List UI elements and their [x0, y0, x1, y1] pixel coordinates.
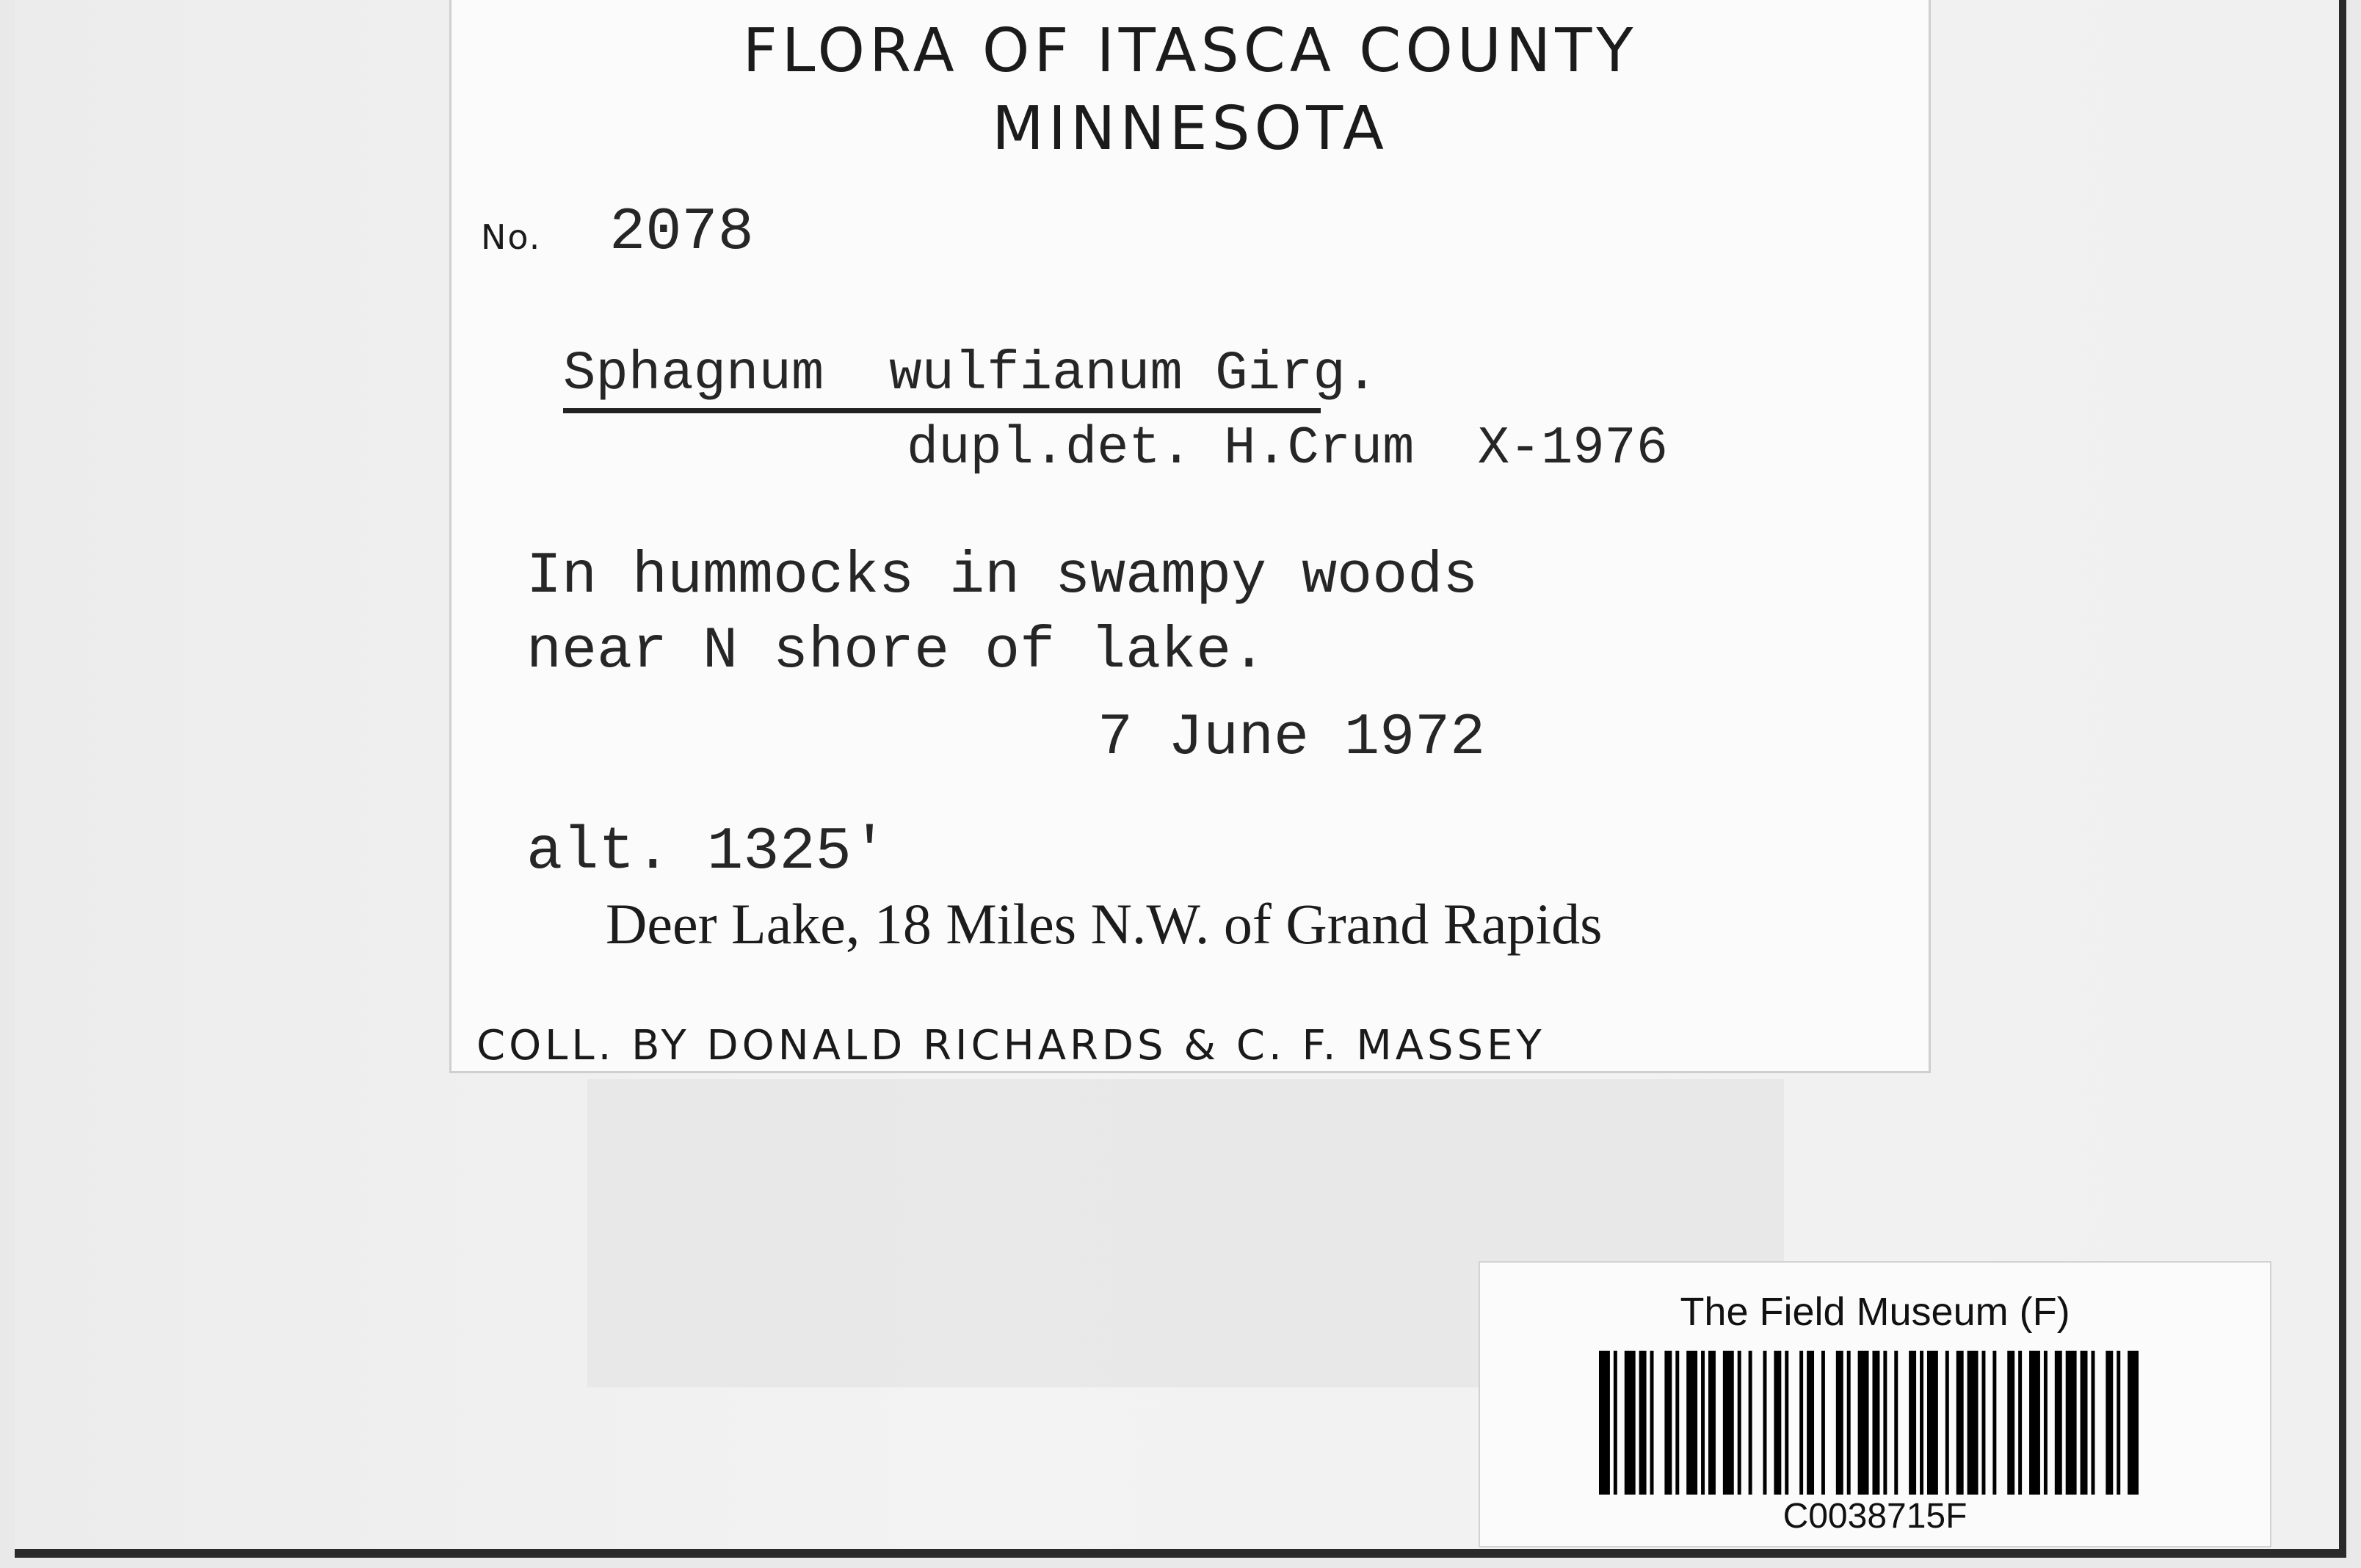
barcode-label: [1479, 1261, 2271, 1547]
barcode-bar-43: [2128, 1351, 2139, 1495]
habitat-line-2: near N shore of lake.: [526, 618, 1267, 685]
barcode-bar-9: [1708, 1351, 1716, 1495]
barcode-bar-3: [1639, 1351, 1647, 1495]
barcode-bar-15: [1785, 1351, 1788, 1495]
barcode-bar-31: [1981, 1351, 1985, 1495]
locality: Deer Lake, 18 Miles N.W. of Grand Rapids: [606, 892, 1603, 956]
barcode-bar-29: [1956, 1351, 1964, 1495]
barcode-bar-10: [1723, 1351, 1734, 1495]
barcode-bar-26: [1920, 1351, 1923, 1495]
barcode-bar-13: [1763, 1351, 1766, 1495]
number-prefix: No.: [481, 217, 542, 257]
barcode-bar-42: [2117, 1351, 2120, 1495]
barcode-bar-34: [2018, 1351, 2022, 1495]
collectors: COLL. BY DONALD RICHARDS & C. F. MASSEY: [476, 1022, 1545, 1070]
barcode-bar-2: [1625, 1351, 1636, 1495]
barcode-bar-33: [2007, 1351, 2014, 1495]
barcode-bar-8: [1701, 1351, 1705, 1495]
barcode-bar-7: [1686, 1351, 1697, 1495]
barcode-bar-17: [1807, 1351, 1814, 1495]
barcode-bar-23: [1883, 1351, 1887, 1495]
specimen-label: [449, 0, 1931, 1073]
barcode-bar-35: [2029, 1351, 2040, 1495]
barcode-bar-0: [1599, 1351, 1610, 1495]
barcode-bar-41: [2106, 1351, 2113, 1495]
collection-number: 2078: [609, 198, 754, 266]
barcode-bar-38: [2066, 1351, 2077, 1495]
habitat-line-1: In hummocks in swampy woods: [526, 543, 1479, 610]
barcode-bar-5: [1664, 1351, 1672, 1495]
barcode-bar-18: [1821, 1351, 1825, 1495]
barcode-bar-1: [1614, 1351, 1617, 1495]
determination: dupl.det. H.Crum X-1976: [907, 418, 1668, 479]
herbarium-sheet: [15, 0, 2346, 1558]
barcode-bar-27: [1927, 1351, 1938, 1495]
barcode-bar-36: [2044, 1351, 2048, 1495]
barcode-bar-32: [1992, 1351, 1996, 1495]
barcode-bar-40: [2091, 1351, 2095, 1495]
barcode-bar-4: [1650, 1351, 1654, 1495]
barcode-bar-21: [1858, 1351, 1869, 1495]
barcode-bar-37: [2055, 1351, 2062, 1495]
taxon-name: Sphagnum wulfianum Girg.: [563, 344, 1379, 405]
taxon-underline: [563, 408, 1321, 413]
barcode-bar-6: [1675, 1351, 1679, 1495]
barcode-bar-24: [1894, 1351, 1898, 1495]
barcode-graphic: [1599, 1351, 2142, 1495]
barcode-bar-39: [2081, 1351, 2088, 1495]
barcode-bar-19: [1836, 1351, 1843, 1495]
altitude: alt. 1325': [526, 818, 888, 886]
barcode-bar-11: [1738, 1351, 1741, 1495]
barcode-bar-16: [1799, 1351, 1803, 1495]
label-title: FLORA OF ITASCA COUNTY: [742, 16, 1638, 86]
barcode-bar-30: [1968, 1351, 1979, 1495]
barcode-bar-14: [1774, 1351, 1781, 1495]
barcode-bar-25: [1909, 1351, 1916, 1495]
collection-date: 7 June 1972: [1098, 705, 1486, 772]
barcode-bar-28: [1945, 1351, 1949, 1495]
barcode-bars: [1599, 1351, 2142, 1495]
label-subtitle: MINNESOTA: [992, 94, 1388, 164]
barcode-bar-22: [1872, 1351, 1879, 1495]
catalog-number: C0038715F: [1782, 1497, 1968, 1536]
barcode-bar-12: [1749, 1351, 1752, 1495]
institution-name: The Field Museum (F): [1680, 1290, 2070, 1334]
barcode-bar-20: [1847, 1351, 1851, 1495]
